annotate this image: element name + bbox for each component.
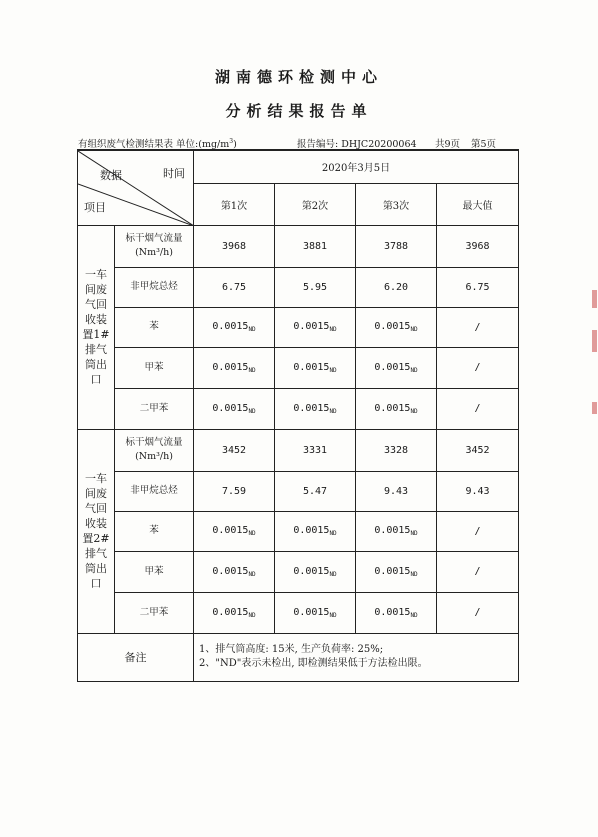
- table-row: [78, 307, 519, 347]
- report-number: 报告编号: DHJC20200064: [297, 139, 417, 150]
- parameter-name: 苯: [149, 525, 159, 536]
- value-text: 9.43: [465, 485, 490, 497]
- parameter-name: 甲苯: [144, 361, 164, 373]
- value-cell: [356, 429, 437, 471]
- value-text: 0.0015: [212, 361, 249, 373]
- corner-label-time: 时间: [163, 167, 185, 180]
- parameter-cell: [115, 551, 194, 592]
- nd-subscript: ND: [329, 407, 337, 415]
- scan-edge-mark: [592, 330, 597, 352]
- value-cell: [437, 429, 519, 471]
- value-text: /: [474, 607, 481, 618]
- corner-label-item: 项目: [84, 200, 106, 214]
- table-row: [78, 429, 519, 471]
- value-text: 0.0015: [212, 606, 249, 618]
- value-cell: [275, 592, 356, 633]
- value-cell: [437, 551, 519, 592]
- organization-title: 湖南德环检测中心: [214, 68, 383, 86]
- value-text: 0.0015: [212, 565, 249, 577]
- parameter-name: 二甲苯: [139, 402, 169, 414]
- notes-text: [194, 633, 519, 681]
- nd-subscript: ND: [329, 611, 337, 619]
- value-text: 0.0015: [374, 565, 411, 577]
- value-text: 3968: [221, 240, 247, 252]
- table-row: [78, 267, 519, 307]
- value-cell: [356, 225, 437, 267]
- column-header-4: 最大值: [437, 183, 519, 225]
- value-cell: [356, 388, 437, 429]
- notes-label: 备注: [78, 633, 194, 681]
- column-header-1: 第1次: [194, 183, 275, 225]
- value-text: 0.0015: [293, 321, 330, 332]
- column-header-3: 第3次: [356, 183, 437, 225]
- parameter-cell: [115, 267, 194, 307]
- scan-edge-mark: [592, 290, 597, 308]
- value-text: 0.0015: [293, 361, 330, 373]
- parameter-cell: [115, 388, 194, 429]
- table-row: [78, 592, 519, 633]
- header-corner-cell: [78, 150, 194, 225]
- nd-subscript: ND: [329, 530, 337, 537]
- value-cell: [194, 511, 275, 551]
- report-title: 分析结果报告单: [225, 102, 373, 120]
- value-cell: [437, 307, 519, 347]
- value-text: 0.0015: [374, 361, 411, 373]
- nd-subscript: ND: [248, 326, 256, 333]
- value-cell: [437, 388, 519, 429]
- parameter-name: 标干烟气流量: [125, 233, 183, 244]
- value-text: /: [474, 321, 481, 333]
- nd-subscript: ND: [329, 570, 337, 578]
- value-cell: [437, 511, 519, 551]
- parameter-unit: (Nm³/h): [135, 247, 173, 258]
- value-cell: [194, 347, 275, 388]
- sampling-point-label: 一车间废气回收装置2#排气筒出口: [78, 429, 115, 633]
- nd-subscript: ND: [248, 611, 256, 619]
- value-cell: [437, 592, 519, 633]
- value-text: 6.20: [383, 281, 409, 293]
- table-row: [78, 471, 519, 511]
- value-cell: [194, 388, 275, 429]
- value-text: /: [474, 566, 481, 577]
- parameter-cell: [115, 307, 194, 347]
- value-cell: [437, 225, 519, 267]
- value-text: 0.0015: [293, 565, 330, 577]
- value-cell: [356, 511, 437, 551]
- nd-subscript: ND: [248, 366, 256, 374]
- nd-subscript: ND: [248, 407, 256, 415]
- value-cell: [275, 429, 356, 471]
- nd-subscript: ND: [329, 366, 337, 374]
- value-text: 3452: [465, 444, 490, 456]
- nd-subscript: ND: [410, 530, 418, 537]
- value-text: 0.0015: [212, 402, 249, 414]
- value-cell: [194, 551, 275, 592]
- note-line-2: 2、"ND"表示未检出, 即检测结果低于方法检出限。: [199, 658, 428, 669]
- value-text: 5.95: [302, 281, 328, 293]
- total-pages: 共9页: [435, 139, 461, 150]
- page-number: 第5页: [471, 139, 497, 150]
- value-cell: [194, 471, 275, 511]
- nd-subscript: ND: [410, 611, 418, 619]
- value-text: 3331: [302, 444, 328, 456]
- parameter-cell: [115, 511, 194, 551]
- value-text: 3452: [221, 444, 247, 456]
- value-text: 6.75: [221, 281, 247, 293]
- parameter-name: 苯: [149, 321, 159, 332]
- value-cell: [194, 267, 275, 307]
- value-cell: [275, 471, 356, 511]
- parameter-name: 非甲烷总烃: [130, 281, 178, 292]
- value-cell: [275, 388, 356, 429]
- value-cell: [275, 551, 356, 592]
- table-row: [78, 347, 519, 388]
- value-text: 0.0015: [374, 606, 411, 618]
- value-text: 0.0015: [374, 525, 411, 536]
- parameter-cell: [115, 592, 194, 633]
- value-text: /: [474, 403, 481, 414]
- nd-subscript: ND: [410, 407, 418, 415]
- column-header-2: 第2次: [275, 183, 356, 225]
- value-cell: [356, 307, 437, 347]
- value-cell: [437, 267, 519, 307]
- value-cell: [275, 307, 356, 347]
- parameter-cell: [115, 471, 194, 511]
- nd-subscript: ND: [410, 366, 418, 374]
- nd-subscript: ND: [329, 326, 337, 333]
- note-line-1: 1、排气筒高度: 15米, 生产负荷率: 25%;: [199, 644, 384, 655]
- sampling-point-label: 一车间废气回收装置1#排气筒出口: [78, 225, 115, 429]
- parameter-name: 标干烟气流量: [125, 437, 183, 448]
- value-text: 5.47: [302, 485, 328, 497]
- date-header: 2020年3月5日: [194, 150, 519, 183]
- table-row: [78, 225, 519, 267]
- value-text: 0.0015: [293, 606, 330, 618]
- value-cell: [275, 225, 356, 267]
- value-cell: [437, 471, 519, 511]
- value-text: 9.43: [383, 485, 409, 497]
- corner-label-data: 数据: [100, 169, 122, 182]
- nd-subscript: ND: [248, 570, 256, 578]
- value-cell: [356, 551, 437, 592]
- parameter-cell: [115, 225, 194, 267]
- value-text: 0.0015: [212, 525, 249, 536]
- value-text: 7.59: [221, 485, 247, 497]
- table-row: [78, 511, 519, 551]
- value-cell: [194, 307, 275, 347]
- value-text: 0.0015: [212, 321, 249, 332]
- value-cell: [437, 347, 519, 388]
- value-cell: [356, 471, 437, 511]
- value-cell: [194, 592, 275, 633]
- value-text: /: [474, 525, 481, 537]
- parameter-cell: [115, 347, 194, 388]
- parameter-name: 非甲烷总烃: [130, 485, 178, 496]
- value-text: 0.0015: [374, 321, 411, 332]
- value-text: 0.0015: [293, 402, 330, 414]
- parameter-cell: [115, 429, 194, 471]
- value-cell: [194, 429, 275, 471]
- nd-subscript: ND: [248, 530, 256, 537]
- value-text: 6.75: [465, 281, 490, 293]
- nd-subscript: ND: [410, 326, 418, 333]
- value-text: 3328: [383, 444, 409, 456]
- value-cell: [275, 267, 356, 307]
- table-meta: [78, 136, 518, 150]
- value-text: /: [474, 362, 481, 373]
- value-text: 3788: [383, 240, 409, 252]
- table-name-unit: 有组织废气检测结果表 单位$:(mg/m^3)$: [78, 137, 237, 150]
- value-text: 0.0015: [293, 525, 330, 536]
- parameter-name: 甲苯: [144, 565, 164, 577]
- value-text: 3968: [465, 240, 490, 252]
- value-text: 3881: [302, 240, 328, 252]
- value-cell: [275, 347, 356, 388]
- value-cell: [356, 267, 437, 307]
- table-row: [78, 388, 519, 429]
- scan-edge-mark: [592, 402, 597, 414]
- parameter-unit: (Nm³/h): [135, 451, 173, 462]
- parameter-name: 二甲苯: [139, 606, 169, 618]
- nd-subscript: ND: [410, 570, 418, 578]
- value-cell: [275, 511, 356, 551]
- value-text: 0.0015: [374, 402, 411, 414]
- value-cell: [194, 225, 275, 267]
- results-table: [77, 149, 519, 682]
- table-row: [78, 551, 519, 592]
- value-cell: [356, 347, 437, 388]
- value-cell: [356, 592, 437, 633]
